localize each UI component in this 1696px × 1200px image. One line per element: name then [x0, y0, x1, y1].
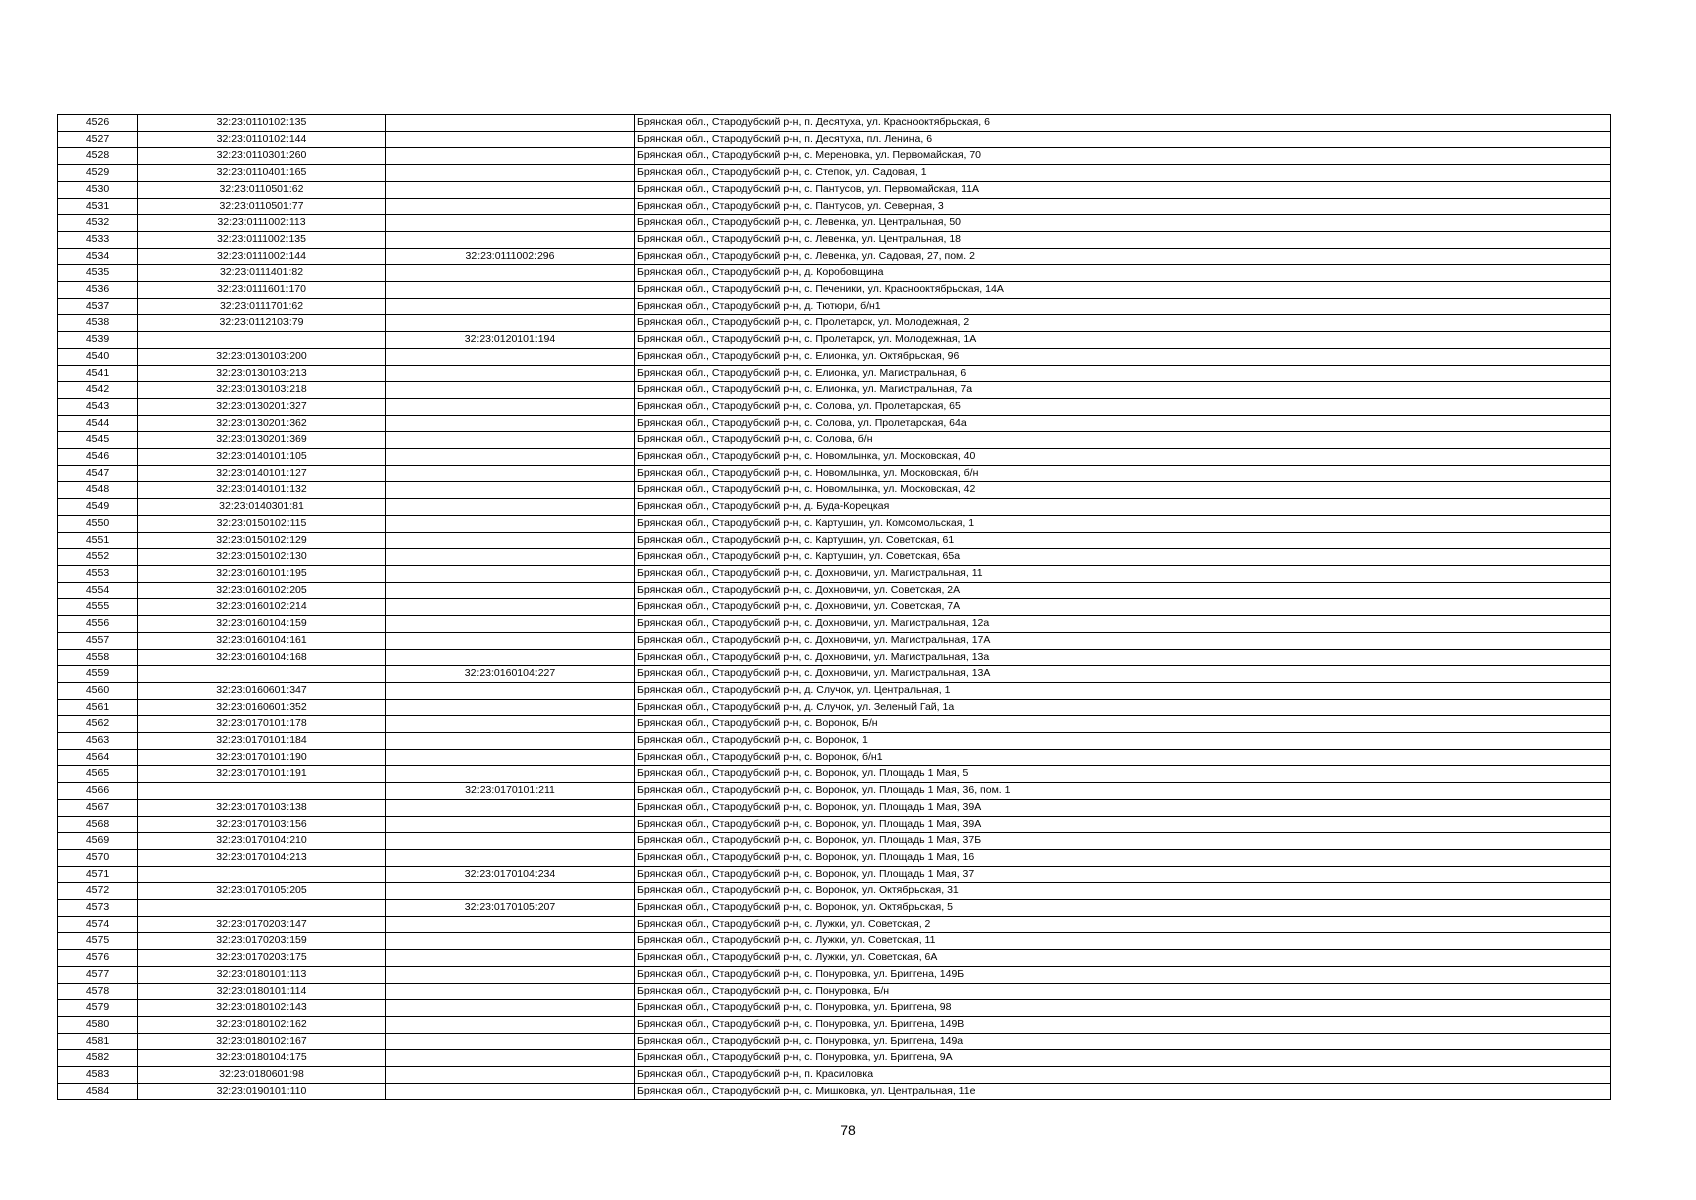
related-cadastral-number-cell: [386, 966, 635, 983]
address-cell: Брянская обл., Стародубский р-н, д. Случок, ул. Зеленый Гай, 1а: [635, 699, 1611, 716]
address-cell: Брянская обл., Стародубский р-н, с. Понуровка, Б/н: [635, 983, 1611, 1000]
cadastral-number-cell: 32:23:0160101:195: [138, 565, 386, 582]
cadastral-number-cell: 32:23:0160601:347: [138, 682, 386, 699]
row-number-cell: 4564: [58, 749, 138, 766]
related-cadastral-number-cell: [386, 482, 635, 499]
row-number-cell: 4544: [58, 415, 138, 432]
address-cell: Брянская обл., Стародубский р-н, с. Картушин, ул. Советская, 61: [635, 532, 1611, 549]
address-cell: Брянская обл., Стародубский р-н, с. Воронок, ул. Площадь 1 Мая, 5: [635, 766, 1611, 783]
cadastral-number-cell: 32:23:0111601:170: [138, 282, 386, 299]
cadastral-number-cell: 32:23:0160601:352: [138, 699, 386, 716]
address-cell: Брянская обл., Стародубский р-н, с. Воронок, ул. Октябрьская, 5: [635, 900, 1611, 917]
cadastral-number-cell: 32:23:0170101:184: [138, 733, 386, 750]
row-number-cell: 4584: [58, 1083, 138, 1100]
cadastral-number-cell: 32:23:0110501:77: [138, 198, 386, 215]
related-cadastral-number-cell: [386, 215, 635, 232]
address-cell: Брянская обл., Стародубский р-н, с. Воронок, ул. Площадь 1 Мая, 36, пом. 1: [635, 783, 1611, 800]
row-number-cell: 4556: [58, 616, 138, 633]
row-number-cell: 4560: [58, 682, 138, 699]
related-cadastral-number-cell: [386, 582, 635, 599]
table-row: [58, 148, 1611, 165]
row-number-cell: 4555: [58, 599, 138, 616]
related-cadastral-number-cell: [386, 181, 635, 198]
related-cadastral-number-cell: [386, 449, 635, 466]
table-row: [58, 215, 1611, 232]
address-cell: Брянская обл., Стародубский р-н, с. Воронок, ул. Площадь 1 Мая, 39А: [635, 799, 1611, 816]
cadastral-number-cell: 32:23:0180101:114: [138, 983, 386, 1000]
table-row: [58, 365, 1611, 382]
row-number-cell: 4537: [58, 298, 138, 315]
related-cadastral-number-cell: [386, 265, 635, 282]
row-number-cell: 4571: [58, 866, 138, 883]
row-number-cell: 4543: [58, 398, 138, 415]
address-cell: Брянская обл., Стародубский р-н, с. Елионка, ул. Магистральная, 6: [635, 365, 1611, 382]
table-row: [58, 699, 1611, 716]
table-row: [58, 332, 1611, 349]
cadastral-number-cell: 32:23:0170104:210: [138, 833, 386, 850]
row-number-cell: 4566: [58, 783, 138, 800]
cadastral-number-cell: 32:23:0170101:191: [138, 766, 386, 783]
row-number-cell: 4545: [58, 432, 138, 449]
table-row: [58, 599, 1611, 616]
address-cell: Брянская обл., Стародубский р-н, д. Тютюри, б/н1: [635, 298, 1611, 315]
row-number-cell: 4542: [58, 382, 138, 399]
cadastral-number-cell: 32:23:0140101:127: [138, 465, 386, 482]
row-number-cell: 4579: [58, 1000, 138, 1017]
address-cell: Брянская обл., Стародубский р-н, д. Коробовщина: [635, 265, 1611, 282]
table-row: [58, 933, 1611, 950]
related-cadastral-number-cell: 32:23:0170101:211: [386, 783, 635, 800]
related-cadastral-number-cell: [386, 849, 635, 866]
address-cell: Брянская обл., Стародубский р-н, с. Левенка, ул. Садовая, 27, пом. 2: [635, 248, 1611, 265]
related-cadastral-number-cell: [386, 833, 635, 850]
table-row: [58, 783, 1611, 800]
address-cell: Брянская обл., Стародубский р-н, с. Воронок, ул. Площадь 1 Мая, 37Б: [635, 833, 1611, 850]
address-cell: Брянская обл., Стародубский р-н, с. Воронок, ул. Площадь 1 Мая, 37: [635, 866, 1611, 883]
cadastral-number-cell: 32:23:0170101:190: [138, 749, 386, 766]
related-cadastral-number-cell: [386, 1050, 635, 1067]
address-cell: Брянская обл., Стародубский р-н, с. Понуровка, ул. Бриггена, 98: [635, 1000, 1611, 1017]
address-cell: Брянская обл., Стародубский р-н, п. Красиловка: [635, 1067, 1611, 1084]
table-row: [58, 816, 1611, 833]
cadastral-number-cell: 32:23:0130103:218: [138, 382, 386, 399]
related-cadastral-number-cell: [386, 716, 635, 733]
cadastral-number-cell: 32:23:0170103:156: [138, 816, 386, 833]
related-cadastral-number-cell: [386, 348, 635, 365]
row-number-cell: 4578: [58, 983, 138, 1000]
related-cadastral-number-cell: [386, 165, 635, 182]
related-cadastral-number-cell: [386, 1033, 635, 1050]
table-row: [58, 315, 1611, 332]
table-row: [58, 1050, 1611, 1067]
related-cadastral-number-cell: [386, 198, 635, 215]
row-number-cell: 4546: [58, 449, 138, 466]
table-row: [58, 883, 1611, 900]
related-cadastral-number-cell: [386, 315, 635, 332]
table-row: [58, 1016, 1611, 1033]
related-cadastral-number-cell: [386, 816, 635, 833]
address-cell: Брянская обл., Стародубский р-н, с. Дохновичи, ул. Магистральная, 17А: [635, 632, 1611, 649]
related-cadastral-number-cell: [386, 616, 635, 633]
table-row: [58, 1033, 1611, 1050]
address-cell: Брянская обл., Стародубский р-н, с. Елионка, ул. Октябрьская, 96: [635, 348, 1611, 365]
related-cadastral-number-cell: [386, 1000, 635, 1017]
related-cadastral-number-cell: [386, 1067, 635, 1084]
cadastral-number-cell: 32:23:0130201:369: [138, 432, 386, 449]
table-row: [58, 682, 1611, 699]
row-number-cell: 4551: [58, 532, 138, 549]
cadastral-number-cell: 32:23:0180104:175: [138, 1050, 386, 1067]
cadastral-number-cell: 32:23:0180601:98: [138, 1067, 386, 1084]
page-number: 78: [840, 1122, 856, 1138]
row-number-cell: 4527: [58, 131, 138, 148]
cadastral-number-cell: 32:23:0170101:178: [138, 716, 386, 733]
table-row: [58, 716, 1611, 733]
table-row: [58, 900, 1611, 917]
cadastral-number-cell: 32:23:0160102:214: [138, 599, 386, 616]
related-cadastral-number-cell: [386, 933, 635, 950]
related-cadastral-number-cell: [386, 398, 635, 415]
cadastral-number-cell: 32:23:0170203:147: [138, 916, 386, 933]
related-cadastral-number-cell: [386, 382, 635, 399]
row-number-cell: 4554: [58, 582, 138, 599]
address-cell: Брянская обл., Стародубский р-н, с. Степок, ул. Садовая, 1: [635, 165, 1611, 182]
row-number-cell: 4550: [58, 515, 138, 532]
address-cell: Брянская обл., Стародубский р-н, с. Воронок, ул. Октябрьская, 31: [635, 883, 1611, 900]
row-number-cell: 4563: [58, 733, 138, 750]
cadastral-number-cell: 32:23:0170203:159: [138, 933, 386, 950]
related-cadastral-number-cell: [386, 766, 635, 783]
related-cadastral-number-cell: 32:23:0160104:227: [386, 666, 635, 683]
cadastral-number-cell: 32:23:0112103:79: [138, 315, 386, 332]
table-row: [58, 515, 1611, 532]
address-cell: Брянская обл., Стародубский р-н, с. Солова, ул. Пролетарская, 65: [635, 398, 1611, 415]
cadastral-number-cell: 32:23:0111002:135: [138, 231, 386, 248]
row-number-cell: 4548: [58, 482, 138, 499]
address-cell: Брянская обл., Стародубский р-н, с. Воронок, ул. Площадь 1 Мая, 16: [635, 849, 1611, 866]
related-cadastral-number-cell: [386, 649, 635, 666]
row-number-cell: 4530: [58, 181, 138, 198]
related-cadastral-number-cell: [386, 131, 635, 148]
related-cadastral-number-cell: [386, 115, 635, 132]
table-row: [58, 833, 1611, 850]
registry-table: [57, 114, 1611, 1100]
cadastral-number-cell: 32:23:0180102:143: [138, 1000, 386, 1017]
related-cadastral-number-cell: [386, 148, 635, 165]
related-cadastral-number-cell: [386, 365, 635, 382]
cadastral-number-cell: [138, 900, 386, 917]
address-cell: Брянская обл., Стародубский р-н, с. Пролетарск, ул. Молодежная, 2: [635, 315, 1611, 332]
cadastral-number-cell: 32:23:0140101:105: [138, 449, 386, 466]
related-cadastral-number-cell: [386, 599, 635, 616]
row-number-cell: 4528: [58, 148, 138, 165]
address-cell: Брянская обл., Стародубский р-н, с. Понуровка, ул. Бриггена, 149а: [635, 1033, 1611, 1050]
table-row: [58, 499, 1611, 516]
row-number-cell: 4531: [58, 198, 138, 215]
row-number-cell: 4529: [58, 165, 138, 182]
cadastral-number-cell: 32:23:0160104:168: [138, 649, 386, 666]
related-cadastral-number-cell: [386, 499, 635, 516]
related-cadastral-number-cell: [386, 950, 635, 967]
row-number-cell: 4562: [58, 716, 138, 733]
row-number-cell: 4583: [58, 1067, 138, 1084]
related-cadastral-number-cell: [386, 749, 635, 766]
table-row: [58, 966, 1611, 983]
cadastral-number-cell: 32:23:0150102:130: [138, 549, 386, 566]
cadastral-number-cell: 32:23:0110102:135: [138, 115, 386, 132]
address-cell: Брянская обл., Стародубский р-н, с. Дохновичи, ул. Советская, 7А: [635, 599, 1611, 616]
cadastral-number-cell: 32:23:0130103:200: [138, 348, 386, 365]
table-row: [58, 131, 1611, 148]
address-cell: Брянская обл., Стародубский р-н, с. Картушин, ул. Советская, 65а: [635, 549, 1611, 566]
cadastral-number-cell: 32:23:0130201:327: [138, 398, 386, 415]
row-number-cell: 4557: [58, 632, 138, 649]
address-cell: Брянская обл., Стародубский р-н, с. Мереновка, ул. Первомайская, 70: [635, 148, 1611, 165]
address-cell: Брянская обл., Стародубский р-н, д. Случок, ул. Центральная, 1: [635, 682, 1611, 699]
table-row: [58, 298, 1611, 315]
table-row: [58, 449, 1611, 466]
related-cadastral-number-cell: [386, 682, 635, 699]
table-row: [58, 632, 1611, 649]
related-cadastral-number-cell: [386, 231, 635, 248]
address-cell: Брянская обл., Стародубский р-н, с. Воронок, 1: [635, 733, 1611, 750]
cadastral-number-cell: 32:23:0190101:110: [138, 1083, 386, 1100]
table-row: [58, 465, 1611, 482]
table-row: [58, 1067, 1611, 1084]
cadastral-number-cell: [138, 332, 386, 349]
address-cell: Брянская обл., Стародубский р-н, п. Десятуха, ул. Краснооктябрьская, 6: [635, 115, 1611, 132]
address-cell: Брянская обл., Стародубский р-н, с. Новомлынка, ул. Московская, б/н: [635, 465, 1611, 482]
table-row: [58, 849, 1611, 866]
row-number-cell: 4540: [58, 348, 138, 365]
table-row: [58, 983, 1611, 1000]
cadastral-number-cell: 32:23:0160102:205: [138, 582, 386, 599]
related-cadastral-number-cell: [386, 515, 635, 532]
row-number-cell: 4541: [58, 365, 138, 382]
row-number-cell: 4536: [58, 282, 138, 299]
table-row: [58, 649, 1611, 666]
related-cadastral-number-cell: 32:23:0170105:207: [386, 900, 635, 917]
address-cell: Брянская обл., Стародубский р-н, с. Дохновичи, ул. Магистральная, 11: [635, 565, 1611, 582]
row-number-cell: 4573: [58, 900, 138, 917]
row-number-cell: 4577: [58, 966, 138, 983]
address-cell: Брянская обл., Стародубский р-н, с. Понуровка, ул. Бриггена, 9А: [635, 1050, 1611, 1067]
related-cadastral-number-cell: [386, 983, 635, 1000]
related-cadastral-number-cell: [386, 298, 635, 315]
row-number-cell: 4532: [58, 215, 138, 232]
table-row: [58, 115, 1611, 132]
related-cadastral-number-cell: [386, 532, 635, 549]
related-cadastral-number-cell: [386, 565, 635, 582]
related-cadastral-number-cell: [386, 1083, 635, 1100]
cadastral-number-cell: 32:23:0160104:159: [138, 616, 386, 633]
cadastral-number-cell: 32:23:0110301:260: [138, 148, 386, 165]
table-row: [58, 666, 1611, 683]
row-number-cell: 4553: [58, 565, 138, 582]
address-cell: Брянская обл., Стародубский р-н, д. Буда-Корецкая: [635, 499, 1611, 516]
address-cell: Брянская обл., Стародубский р-н, с. Лужки, ул. Советская, 11: [635, 933, 1611, 950]
row-number-cell: 4549: [58, 499, 138, 516]
row-number-cell: 4567: [58, 799, 138, 816]
cadastral-number-cell: [138, 783, 386, 800]
related-cadastral-number-cell: [386, 799, 635, 816]
row-number-cell: 4570: [58, 849, 138, 866]
row-number-cell: 4539: [58, 332, 138, 349]
related-cadastral-number-cell: [386, 632, 635, 649]
related-cadastral-number-cell: [386, 733, 635, 750]
related-cadastral-number-cell: [386, 699, 635, 716]
row-number-cell: 4580: [58, 1016, 138, 1033]
address-cell: Брянская обл., Стародубский р-н, с. Мишковка, ул. Центральная, 11е: [635, 1083, 1611, 1100]
row-number-cell: 4572: [58, 883, 138, 900]
table-row: [58, 382, 1611, 399]
row-number-cell: 4565: [58, 766, 138, 783]
row-number-cell: 4582: [58, 1050, 138, 1067]
cadastral-number-cell: 32:23:0111701:62: [138, 298, 386, 315]
related-cadastral-number-cell: 32:23:0120101:194: [386, 332, 635, 349]
cadastral-number-cell: 32:23:0170104:213: [138, 849, 386, 866]
cadastral-number-cell: 32:23:0130103:213: [138, 365, 386, 382]
related-cadastral-number-cell: [386, 549, 635, 566]
table-row: [58, 866, 1611, 883]
related-cadastral-number-cell: 32:23:0170104:234: [386, 866, 635, 883]
cadastral-number-cell: 32:23:0140101:132: [138, 482, 386, 499]
cadastral-number-cell: 32:23:0170103:138: [138, 799, 386, 816]
table-row: [58, 799, 1611, 816]
address-cell: Брянская обл., Стародубский р-н, с. Солова, ул. Пролетарская, 64а: [635, 415, 1611, 432]
table-row: [58, 916, 1611, 933]
address-cell: Брянская обл., Стародубский р-н, с. Воронок, б/н1: [635, 749, 1611, 766]
row-number-cell: 4535: [58, 265, 138, 282]
row-number-cell: 4575: [58, 933, 138, 950]
row-number-cell: 4561: [58, 699, 138, 716]
address-cell: Брянская обл., Стародубский р-н, с. Дохновичи, ул. Магистральная, 12а: [635, 616, 1611, 633]
cadastral-number-cell: 32:23:0111401:82: [138, 265, 386, 282]
table-row: [58, 181, 1611, 198]
table-row: [58, 766, 1611, 783]
table-row: [58, 549, 1611, 566]
related-cadastral-number-cell: 32:23:0111002:296: [386, 248, 635, 265]
table-row: [58, 582, 1611, 599]
cadastral-number-cell: 32:23:0180102:162: [138, 1016, 386, 1033]
cadastral-number-cell: 32:23:0130201:362: [138, 415, 386, 432]
registry-table-body: [58, 115, 1611, 1100]
cadastral-number-cell: 32:23:0170105:205: [138, 883, 386, 900]
table-row: [58, 398, 1611, 415]
address-cell: Брянская обл., Стародубский р-н, с. Картушин, ул. Комсомольская, 1: [635, 515, 1611, 532]
address-cell: Брянская обл., Стародубский р-н, с. Печеники, ул. Краснооктябрьская, 14А: [635, 282, 1611, 299]
address-cell: Брянская обл., Стародубский р-н, с. Дохновичи, ул. Магистральная, 13а: [635, 649, 1611, 666]
address-cell: Брянская обл., Стародубский р-н, с. Понуровка, ул. Бриггена, 149В: [635, 1016, 1611, 1033]
address-cell: Брянская обл., Стародубский р-н, с. Дохновичи, ул. Советская, 2А: [635, 582, 1611, 599]
table-row: [58, 1083, 1611, 1100]
address-cell: Брянская обл., Стародубский р-н, с. Пролетарск, ул. Молодежная, 1А: [635, 332, 1611, 349]
table-row: [58, 165, 1611, 182]
address-cell: Брянская обл., Стародубский р-н, с. Левенка, ул. Центральная, 18: [635, 231, 1611, 248]
address-cell: Брянская обл., Стародубский р-н, с. Пантусов, ул. Северная, 3: [635, 198, 1611, 215]
cadastral-number-cell: 32:23:0140301:81: [138, 499, 386, 516]
row-number-cell: 4581: [58, 1033, 138, 1050]
cadastral-number-cell: 32:23:0110401:165: [138, 165, 386, 182]
cadastral-number-cell: 32:23:0110102:144: [138, 131, 386, 148]
row-number-cell: 4558: [58, 649, 138, 666]
cadastral-number-cell: 32:23:0170203:175: [138, 950, 386, 967]
address-cell: Брянская обл., Стародубский р-н, с. Левенка, ул. Центральная, 50: [635, 215, 1611, 232]
address-cell: Брянская обл., Стародубский р-н, с. Новомлынка, ул. Московская, 42: [635, 482, 1611, 499]
related-cadastral-number-cell: [386, 916, 635, 933]
related-cadastral-number-cell: [386, 415, 635, 432]
table-row: [58, 415, 1611, 432]
cadastral-number-cell: 32:23:0111002:113: [138, 215, 386, 232]
table-row: [58, 265, 1611, 282]
row-number-cell: 4547: [58, 465, 138, 482]
cadastral-number-cell: 32:23:0110501:62: [138, 181, 386, 198]
address-cell: Брянская обл., Стародубский р-н, с. Новомлынка, ул. Московская, 40: [635, 449, 1611, 466]
related-cadastral-number-cell: [386, 432, 635, 449]
row-number-cell: 4559: [58, 666, 138, 683]
cadastral-number-cell: 32:23:0180102:167: [138, 1033, 386, 1050]
related-cadastral-number-cell: [386, 1016, 635, 1033]
cadastral-number-cell: 32:23:0150102:115: [138, 515, 386, 532]
related-cadastral-number-cell: [386, 883, 635, 900]
address-cell: Брянская обл., Стародубский р-н, с. Лужки, ул. Советская, 6А: [635, 950, 1611, 967]
row-number-cell: 4574: [58, 916, 138, 933]
table-row: [58, 348, 1611, 365]
address-cell: Брянская обл., Стародубский р-н, с. Воронок, ул. Площадь 1 Мая, 39А: [635, 816, 1611, 833]
table-row: [58, 248, 1611, 265]
row-number-cell: 4534: [58, 248, 138, 265]
address-cell: Брянская обл., Стародубский р-н, с. Солова, б/н: [635, 432, 1611, 449]
table-row: [58, 565, 1611, 582]
table-row: [58, 282, 1611, 299]
table-row: [58, 950, 1611, 967]
cadastral-number-cell: [138, 866, 386, 883]
address-cell: Брянская обл., Стародубский р-н, п. Десятуха, пл. Ленина, 6: [635, 131, 1611, 148]
table-row: [58, 432, 1611, 449]
table-row: [58, 616, 1611, 633]
cadastral-number-cell: [138, 666, 386, 683]
cadastral-number-cell: 32:23:0160104:161: [138, 632, 386, 649]
table-row: [58, 733, 1611, 750]
row-number-cell: 4552: [58, 549, 138, 566]
table-row: [58, 231, 1611, 248]
row-number-cell: 4538: [58, 315, 138, 332]
address-cell: Брянская обл., Стародубский р-н, с. Дохновичи, ул. Магистральная, 13А: [635, 666, 1611, 683]
address-cell: Брянская обл., Стародубский р-н, с. Лужки, ул. Советская, 2: [635, 916, 1611, 933]
row-number-cell: 4576: [58, 950, 138, 967]
table-row: [58, 482, 1611, 499]
row-number-cell: 4568: [58, 816, 138, 833]
table-row: [58, 198, 1611, 215]
address-cell: Брянская обл., Стародубский р-н, с. Понуровка, ул. Бриггена, 149Б: [635, 966, 1611, 983]
address-cell: Брянская обл., Стародубский р-н, с. Елионка, ул. Магистральная, 7а: [635, 382, 1611, 399]
row-number-cell: 4533: [58, 231, 138, 248]
related-cadastral-number-cell: [386, 465, 635, 482]
row-number-cell: 4526: [58, 115, 138, 132]
row-number-cell: 4569: [58, 833, 138, 850]
cadastral-number-cell: 32:23:0150102:129: [138, 532, 386, 549]
cadastral-number-cell: 32:23:0180101:113: [138, 966, 386, 983]
table-row: [58, 532, 1611, 549]
table-row: [58, 749, 1611, 766]
address-cell: Брянская обл., Стародубский р-н, с. Воронок, Б/н: [635, 716, 1611, 733]
table-row: [58, 1000, 1611, 1017]
cadastral-number-cell: 32:23:0111002:144: [138, 248, 386, 265]
related-cadastral-number-cell: [386, 282, 635, 299]
address-cell: Брянская обл., Стародубский р-н, с. Пантусов, ул. Первомайская, 11А: [635, 181, 1611, 198]
